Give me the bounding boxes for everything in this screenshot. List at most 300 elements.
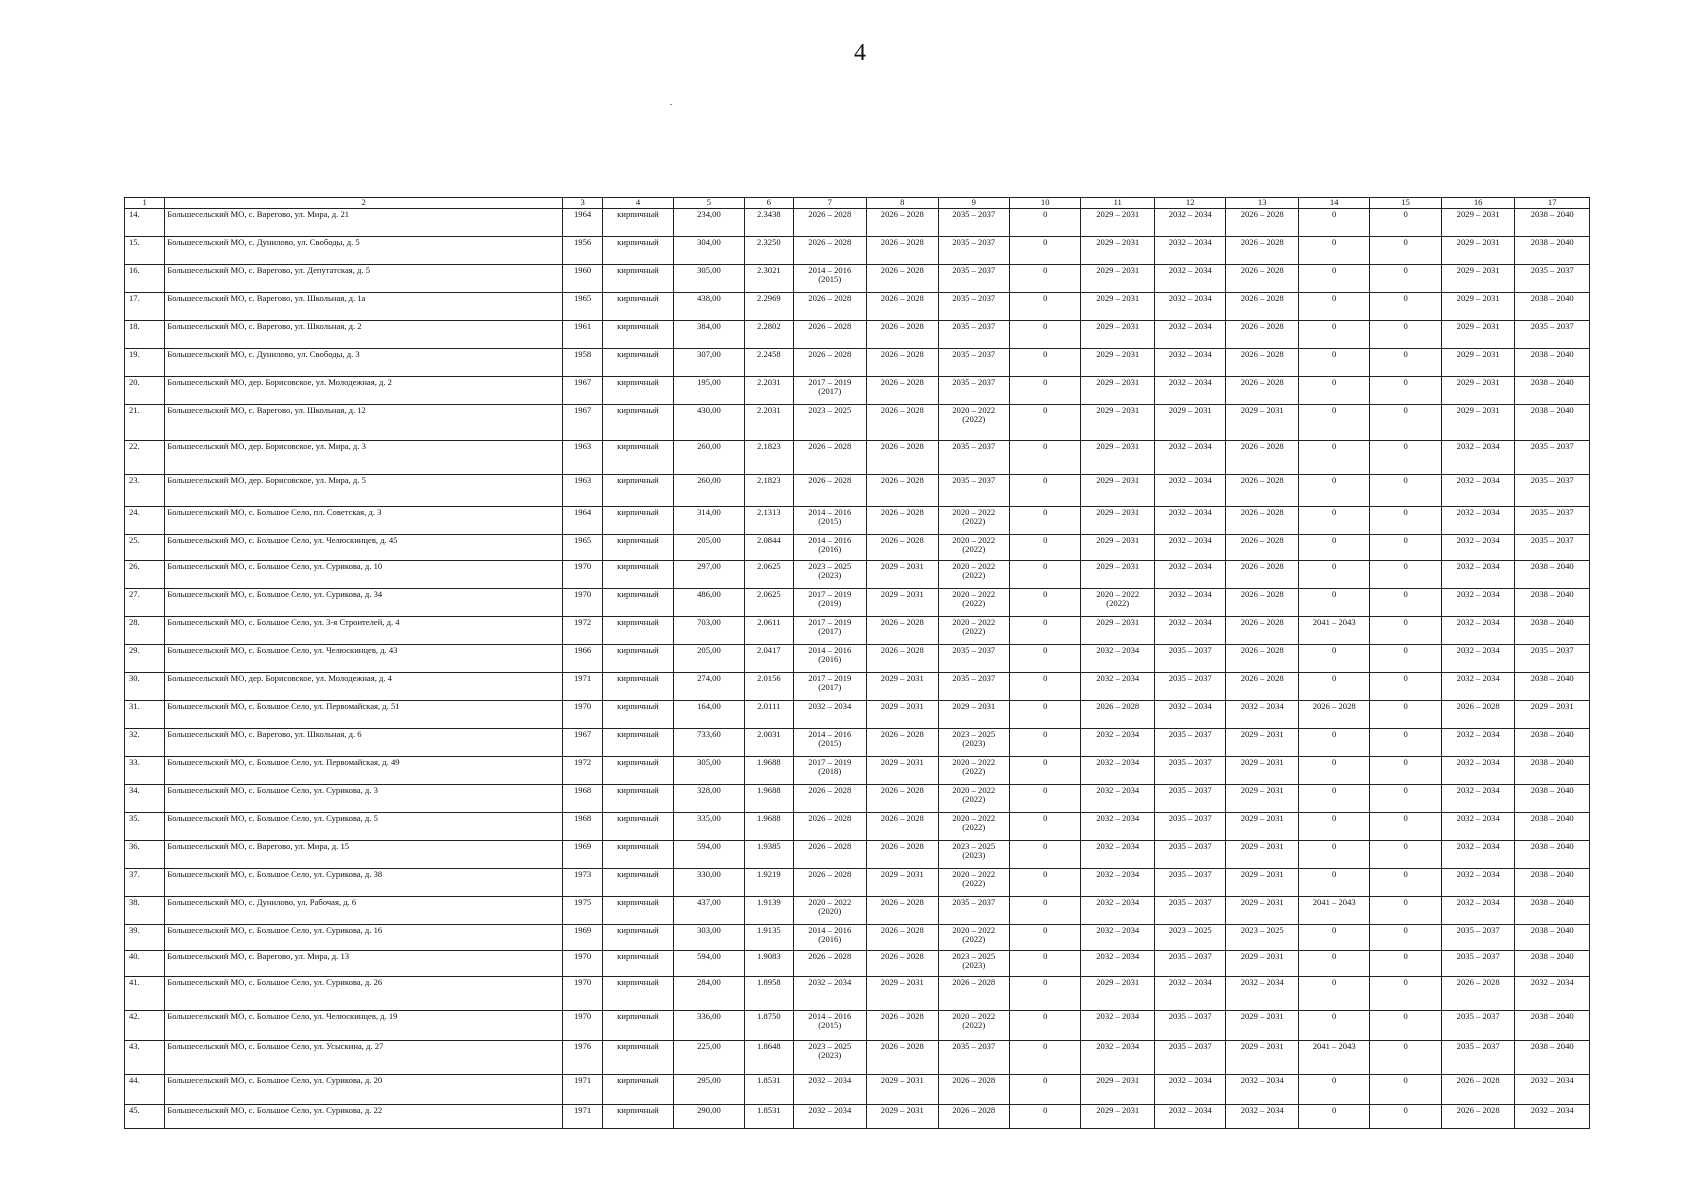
row-number-cell: 18. [125,320,165,348]
table-row [125,1040,1590,1074]
table-cell: 2.3250 [745,236,793,264]
table-cell: 0 [1298,976,1369,1010]
table-cell: кирпичный [603,950,673,976]
table-cell: 2029 – 2031 [867,1074,938,1104]
table-cell: 2038 – 2040 [1515,728,1590,756]
table-cell: 0 [1370,756,1441,784]
table-cell: 0 [1370,896,1441,924]
table-cell: 2.3021 [745,264,793,292]
address-cell: Большесельский МО, с. Дунилово, ул. Рабочая, д. 6 [165,896,563,924]
table-cell: 2029 – 2031 [867,756,938,784]
table-cell: 2014 – 2016 (2016) [793,644,867,672]
table-cell: 2.0844 [745,534,793,560]
table-cell: 2020 – 2022 (2022) [938,1010,1009,1040]
table-cell: 2035 – 2037 [1154,840,1225,868]
table-cell: 0 [1370,588,1441,616]
header-cell-8: 8 [867,198,938,209]
table-cell: 0 [1009,728,1080,756]
table-cell: 2029 – 2031 [1226,896,1298,924]
table-cell: 2032 – 2034 [1226,1104,1298,1128]
address-cell: Большесельский МО, с. Большое Село, ул. Сурикова, д. 26 [165,976,563,1010]
table-cell: 2014 – 2016 (2015) [793,506,867,534]
table-cell: кирпичный [603,208,673,236]
table-cell: кирпичный [603,812,673,840]
table-cell: 0 [1370,672,1441,700]
table-cell: 2.1823 [745,474,793,506]
table-cell: кирпичный [603,840,673,868]
table-cell: 305,00 [673,756,744,784]
table-cell: кирпичный [603,1104,673,1128]
header-cell-3: 3 [562,198,602,209]
table-cell: 1958 [562,348,602,376]
table-row [125,348,1590,376]
table-cell: 2032 – 2034 [1441,784,1515,812]
table-cell: 0 [1370,376,1441,404]
table-cell: 2035 – 2037 [1515,534,1590,560]
table-cell: 2032 – 2034 [1441,440,1515,474]
table-cell: 0 [1009,348,1080,376]
table-cell: 2041 – 2043 [1298,896,1369,924]
table-cell: 0 [1009,950,1080,976]
table-cell: 594,00 [673,840,744,868]
table-cell: 2014 – 2016 (2015) [793,1010,867,1040]
table-cell: 284,00 [673,976,744,1010]
table-cell: 2035 – 2037 [1154,756,1225,784]
table-cell: 2035 – 2037 [938,376,1009,404]
table-cell: 0 [1370,976,1441,1010]
table-cell: 2029 – 2031 [867,868,938,896]
row-number-cell: 42. [125,1010,165,1040]
table-cell: 2038 – 2040 [1515,950,1590,976]
table-row [125,506,1590,534]
table-cell: 0 [1370,644,1441,672]
table-cell: 0 [1009,868,1080,896]
table-cell: 2035 – 2037 [1154,672,1225,700]
table-cell: 2029 – 2031 [867,560,938,588]
table-cell: 2032 – 2034 [1081,868,1155,896]
table-cell: кирпичный [603,756,673,784]
table-cell: 0 [1370,560,1441,588]
table-cell: 2.0625 [745,588,793,616]
table-cell: 260,00 [673,440,744,474]
table-row [125,840,1590,868]
table-row [125,1010,1590,1040]
table-cell: 2032 – 2034 [1154,348,1225,376]
header-cell-12: 12 [1154,198,1225,209]
table-cell: 2014 – 2016 (2015) [793,264,867,292]
table-cell: 2026 – 2028 [1226,440,1298,474]
table-cell: кирпичный [603,588,673,616]
table-cell: 0 [1009,264,1080,292]
table-cell: 0 [1298,672,1369,700]
table-row [125,376,1590,404]
table-cell: кирпичный [603,320,673,348]
table-cell: 2035 – 2037 [1154,868,1225,896]
table-cell: кирпичный [603,868,673,896]
table-cell: 2032 – 2034 [1154,474,1225,506]
table-cell: 1.9083 [745,950,793,976]
table-cell: 1.9688 [745,812,793,840]
table-cell: 2035 – 2037 [1515,440,1590,474]
table-cell: 2032 – 2034 [1081,950,1155,976]
table-cell: 2032 – 2034 [1081,756,1155,784]
table-cell: 2032 – 2034 [1154,264,1225,292]
address-cell: Большесельский МО, с. Большое Село, ул. Сурикова, д. 16 [165,924,563,950]
table-cell: 2032 – 2034 [1226,976,1298,1010]
table-cell: 2026 – 2028 [867,292,938,320]
table-cell: 2029 – 2031 [1081,534,1155,560]
table-row [125,976,1590,1010]
table-cell: 2029 – 2031 [1441,376,1515,404]
table-cell: 1967 [562,728,602,756]
table-cell: 2038 – 2040 [1515,868,1590,896]
address-cell: Большесельский МО, с. Большое Село, пл. Советская, д. 3 [165,506,563,534]
table-cell: 2014 – 2016 (2015) [793,728,867,756]
table-cell: 2020 – 2022 (2022) [938,812,1009,840]
table-cell: 2038 – 2040 [1515,348,1590,376]
table-cell: 2032 – 2034 [1081,728,1155,756]
table-cell: 2026 – 2028 [1226,348,1298,376]
table-cell: 2038 – 2040 [1515,896,1590,924]
row-number-cell: 39. [125,924,165,950]
table-cell: 2026 – 2028 [867,840,938,868]
table-cell: 2029 – 2031 [1081,616,1155,644]
table-cell: 164,00 [673,700,744,728]
address-cell: Большесельский МО, с. Большое Село, ул. Первомайская, д. 49 [165,756,563,784]
table-cell: 438,00 [673,292,744,320]
table-cell: 2035 – 2037 [938,236,1009,264]
table-cell: 2032 – 2034 [1441,588,1515,616]
table-cell: 0 [1009,924,1080,950]
table-cell: 2026 – 2028 [1226,376,1298,404]
row-number-cell: 25. [125,534,165,560]
table-cell: 0 [1298,1104,1369,1128]
table-cell: 1971 [562,672,602,700]
table-cell: 1.9139 [745,896,793,924]
table-cell: 2035 – 2037 [1154,896,1225,924]
table-cell: 1970 [562,588,602,616]
table-cell: 2026 – 2028 [793,440,867,474]
table-cell: 0 [1009,1010,1080,1040]
table-cell: 0 [1370,474,1441,506]
table-cell: 2029 – 2031 [1081,292,1155,320]
table-cell: 0 [1370,840,1441,868]
table-cell: 2026 – 2028 [1441,1074,1515,1104]
row-number-cell: 22. [125,440,165,474]
table-cell: 2035 – 2037 [938,1040,1009,1074]
table-row [125,672,1590,700]
table-cell: 2032 – 2034 [1154,506,1225,534]
table-cell: 2029 – 2031 [1441,264,1515,292]
table-cell: кирпичный [603,644,673,672]
table-cell: 1972 [562,616,602,644]
table-cell: 2026 – 2028 [1226,616,1298,644]
table-cell: 1971 [562,1104,602,1128]
table-cell: 0 [1370,728,1441,756]
table-cell: 2026 – 2028 [1226,208,1298,236]
table-cell: 1.8531 [745,1074,793,1104]
table-cell: 2035 – 2037 [1515,506,1590,534]
table-cell: 1963 [562,474,602,506]
table-cell: 0 [1370,784,1441,812]
table-cell: 1970 [562,560,602,588]
table-cell: 2038 – 2040 [1515,1010,1590,1040]
address-cell: Большесельский МО, с. Варегово, ул. Школьная, д. 1а [165,292,563,320]
table-cell: 330,00 [673,868,744,896]
table-cell: 2026 – 2028 [867,506,938,534]
table-cell: 336,00 [673,1010,744,1040]
table-cell: 0 [1298,560,1369,588]
row-number-cell: 27. [125,588,165,616]
table-cell: 1973 [562,868,602,896]
table-cell: 2035 – 2037 [938,292,1009,320]
table-cell: 594,00 [673,950,744,976]
table-cell: 0 [1298,644,1369,672]
table-cell: 2029 – 2031 [938,700,1009,728]
table-cell: 2035 – 2037 [938,320,1009,348]
table-cell: 0 [1298,320,1369,348]
table-cell: 205,00 [673,644,744,672]
table-cell: 297,00 [673,560,744,588]
table-cell: 2026 – 2028 [867,812,938,840]
table-cell: 2020 – 2022 (2022) [938,588,1009,616]
table-cell: 1.9688 [745,756,793,784]
table-cell: 2029 – 2031 [1226,784,1298,812]
table-cell: 2026 – 2028 [867,236,938,264]
address-cell: Большесельский МО, с. Варегово, ул. Депутатская, д. 5 [165,264,563,292]
page-number: 4 [854,40,866,66]
table-cell: 0 [1370,506,1441,534]
table-cell: 2035 – 2037 [1515,264,1590,292]
table-cell: 2026 – 2028 [793,320,867,348]
table-cell: 0 [1370,292,1441,320]
table-row [125,784,1590,812]
table-cell: 2.2031 [745,376,793,404]
table-cell: 2032 – 2034 [1154,560,1225,588]
table-cell: 2026 – 2028 [867,440,938,474]
table-cell: 2020 – 2022 (2022) [938,784,1009,812]
table-cell: 2017 – 2019 (2017) [793,616,867,644]
table-cell: 1.9385 [745,840,793,868]
table-cell: 2.1313 [745,506,793,534]
table-cell: 2032 – 2034 [1081,812,1155,840]
table-cell: 2029 – 2031 [1226,950,1298,976]
table-cell: 0 [1298,756,1369,784]
table-cell: 2029 – 2031 [1226,812,1298,840]
header-cell-14: 14 [1298,198,1369,209]
table-cell: 0 [1009,1040,1080,1074]
table-cell: 2017 – 2019 (2017) [793,672,867,700]
table-cell: 0 [1009,474,1080,506]
table-row [125,896,1590,924]
table-cell: 2020 – 2022 (2022) [938,756,1009,784]
table-cell: кирпичный [603,728,673,756]
table-cell: 0 [1009,320,1080,348]
address-cell: Большесельский МО, с. Большое Село, ул. Усыскина, д. 27 [165,1040,563,1074]
table-cell: 328,00 [673,784,744,812]
table-cell: 2029 – 2031 [1081,440,1155,474]
table-cell: 2026 – 2028 [867,404,938,440]
address-cell: Большесельский МО, с. Большое Село, ул. Сурикова, д. 5 [165,812,563,840]
table-row [125,474,1590,506]
table-cell: 2032 – 2034 [1441,812,1515,840]
table-cell: 0 [1009,534,1080,560]
header-cell-2: 2 [165,198,563,209]
table-cell: 2026 – 2028 [867,1010,938,1040]
address-cell: Большесельский МО, с. Большое Село, ул. Сурикова, д. 38 [165,868,563,896]
table-cell: 2038 – 2040 [1515,404,1590,440]
table-cell: 2029 – 2031 [867,588,938,616]
table-cell: 0 [1298,474,1369,506]
address-cell: Большесельский МО, с. Дунилово, ул. Свободы, д. 5 [165,236,563,264]
table-cell: кирпичный [603,924,673,950]
table-cell: 2.0031 [745,728,793,756]
table-cell: 2026 – 2028 [1441,700,1515,728]
table-cell: кирпичный [603,616,673,644]
table-cell: 2029 – 2031 [1081,474,1155,506]
table-cell: 2032 – 2034 [1081,896,1155,924]
table-cell: 2026 – 2028 [867,320,938,348]
table-cell: 0 [1370,616,1441,644]
table-cell: 2026 – 2028 [938,1074,1009,1104]
table-cell: 2026 – 2028 [867,616,938,644]
table-cell: 0 [1298,404,1369,440]
table-cell: 2029 – 2031 [1226,1040,1298,1074]
table-cell: 1965 [562,292,602,320]
header-cell-17: 17 [1515,198,1590,209]
table-row [125,812,1590,840]
table-cell: 1969 [562,924,602,950]
table-cell: 2041 – 2043 [1298,616,1369,644]
table-cell: 2029 – 2031 [1441,404,1515,440]
table-cell: 1967 [562,404,602,440]
table-row [125,534,1590,560]
table-cell: 0 [1298,840,1369,868]
table-cell: 2029 – 2031 [867,700,938,728]
table-cell: 2029 – 2031 [1081,560,1155,588]
table-cell: 2026 – 2028 [867,950,938,976]
row-number-cell: 40. [125,950,165,976]
table-cell: кирпичный [603,440,673,474]
table-cell: кирпичный [603,348,673,376]
table-cell: 2026 – 2028 [1226,506,1298,534]
table-row [125,700,1590,728]
table-cell: 2029 – 2031 [1081,404,1155,440]
table-cell: 2020 – 2022 (2022) [938,534,1009,560]
table-cell: 0 [1370,1040,1441,1074]
address-cell: Большесельский МО, с. Варегово, ул. Школьная, д. 6 [165,728,563,756]
table-cell: 2038 – 2040 [1515,292,1590,320]
row-number-cell: 32. [125,728,165,756]
row-number-cell: 17. [125,292,165,320]
table-cell: 2032 – 2034 [1441,644,1515,672]
table-cell: 2035 – 2037 [938,348,1009,376]
table-cell: 2020 – 2022 (2022) [938,560,1009,588]
table-cell: 2035 – 2037 [1154,812,1225,840]
table-cell: 2029 – 2031 [1081,236,1155,264]
table-cell: 0 [1009,208,1080,236]
table-row [125,404,1590,440]
table-cell: 2032 – 2034 [1441,672,1515,700]
table-cell: 2029 – 2031 [1441,348,1515,376]
row-number-cell: 43. [125,1040,165,1074]
table-cell: 2035 – 2037 [1154,1010,1225,1040]
table-cell: 2035 – 2037 [938,264,1009,292]
table-cell: 2032 – 2034 [1515,976,1590,1010]
table-cell: 0 [1370,1104,1441,1128]
table-cell: кирпичный [603,404,673,440]
table-cell: 0 [1298,264,1369,292]
table-cell: 2.2458 [745,348,793,376]
table-cell: 1.9688 [745,784,793,812]
table-cell: 0 [1298,784,1369,812]
table-cell: 195,00 [673,376,744,404]
table-cell: 2035 – 2037 [1515,644,1590,672]
table-cell: 2026 – 2028 [1226,560,1298,588]
row-number-cell: 31. [125,700,165,728]
table-cell: 2023 – 2025 (2023) [793,560,867,588]
table-cell: 2032 – 2034 [1441,840,1515,868]
table-cell: 2038 – 2040 [1515,1040,1590,1074]
table-cell: 335,00 [673,812,744,840]
scan-speck [670,104,672,105]
table-cell: 733,60 [673,728,744,756]
header-row [125,198,1590,209]
table-cell: 2014 – 2016 (2016) [793,534,867,560]
table-cell: 2023 – 2025 [1226,924,1298,950]
table-row [125,440,1590,474]
table-cell: 0 [1298,236,1369,264]
table-cell: кирпичный [603,264,673,292]
header-cell-16: 16 [1441,198,1515,209]
table-cell: 1960 [562,264,602,292]
table-cell: 0 [1009,506,1080,534]
table-cell: 0 [1370,440,1441,474]
table-cell: 2029 – 2031 [1226,728,1298,756]
table-cell: 2029 – 2031 [1081,976,1155,1010]
table-cell: 2035 – 2037 [938,644,1009,672]
table-cell: 2038 – 2040 [1515,924,1590,950]
table-cell: 2026 – 2028 [1226,292,1298,320]
table-cell: 384,00 [673,320,744,348]
table-cell: 1.8958 [745,976,793,1010]
table-cell: 0 [1370,320,1441,348]
table-cell: 2026 – 2028 [1226,588,1298,616]
table-cell: 0 [1009,700,1080,728]
table-cell: 2038 – 2040 [1515,208,1590,236]
table-cell: 0 [1370,236,1441,264]
table-cell: 0 [1298,292,1369,320]
table-cell: 0 [1009,440,1080,474]
address-cell: Большесельский МО, с. Большое Село, ул. Сурикова, д. 3 [165,784,563,812]
table-cell: 2026 – 2028 [1226,534,1298,560]
address-cell: Большесельский МО, дер. Борисовское, ул. Мира, д. 5 [165,474,563,506]
table-cell: 2026 – 2028 [1226,320,1298,348]
table-cell: 2029 – 2031 [1441,320,1515,348]
table-cell: 2029 – 2031 [1081,506,1155,534]
table-cell: 2038 – 2040 [1515,812,1590,840]
table-cell: 2032 – 2034 [793,700,867,728]
row-number-cell: 35. [125,812,165,840]
table-cell: 2038 – 2040 [1515,672,1590,700]
table-cell: 2035 – 2037 [938,672,1009,700]
table-cell: 1968 [562,784,602,812]
table-cell: 1971 [562,1074,602,1104]
table-cell: 0 [1370,208,1441,236]
table-row [125,560,1590,588]
table-cell: 0 [1009,292,1080,320]
table-cell: 2026 – 2028 [867,896,938,924]
